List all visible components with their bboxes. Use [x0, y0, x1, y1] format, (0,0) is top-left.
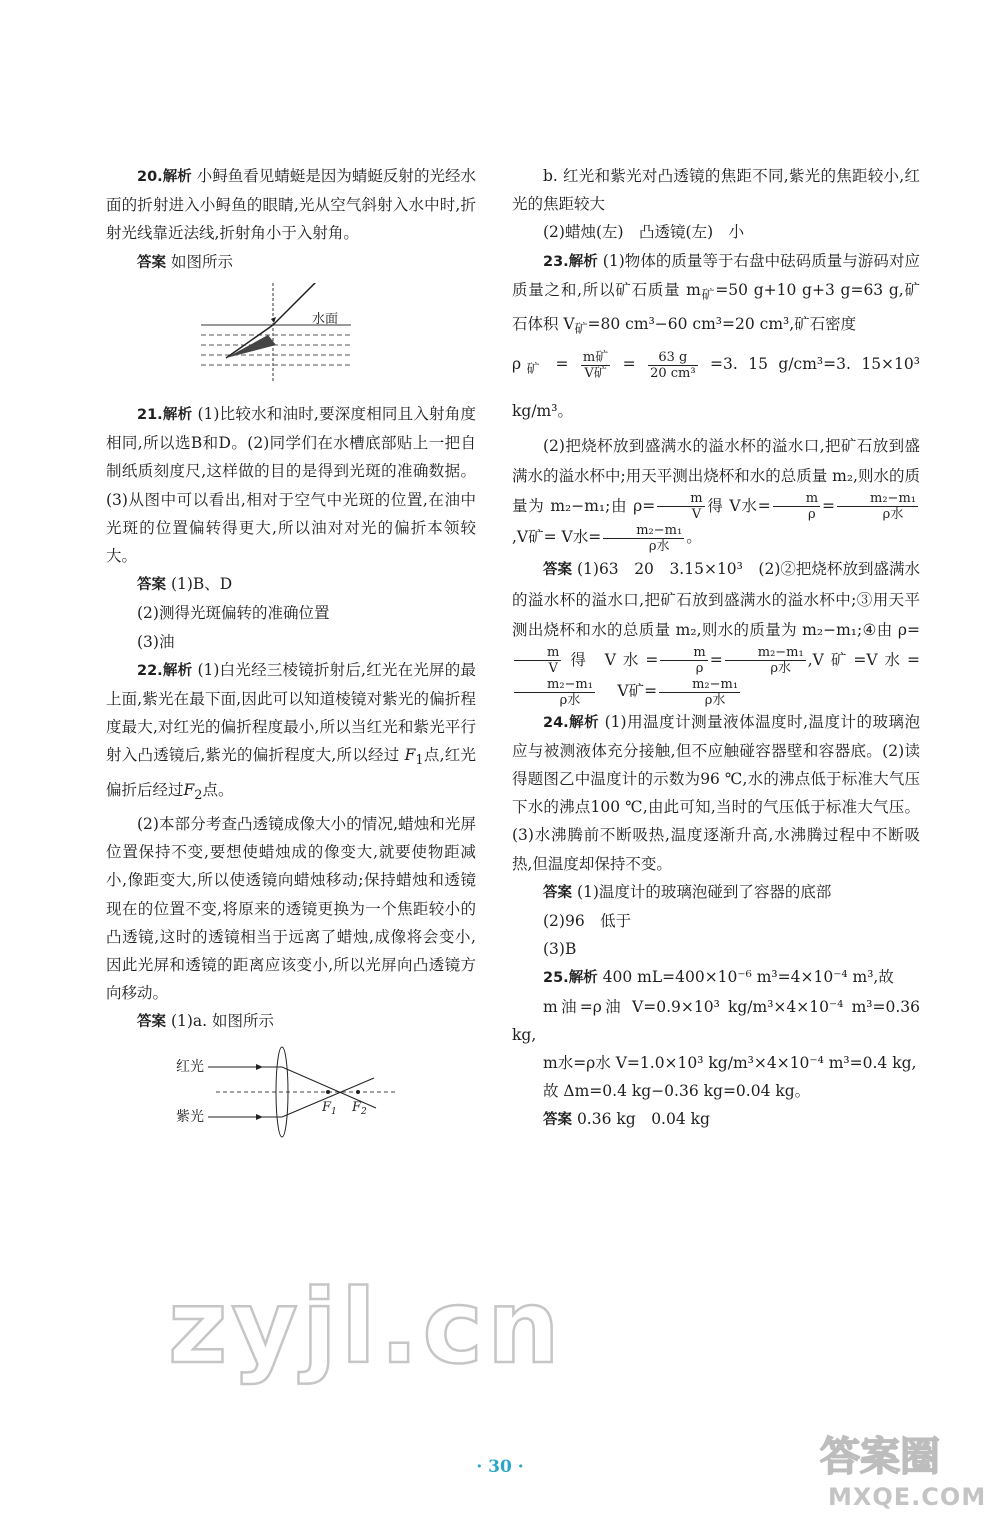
denominator: ρ水 [648, 538, 670, 554]
q23-analysis-part2: (2)把烧杯放到盛满水的溢水杯的溢水口,把矿石放到盛满水的溢水杯中;用天平测出烧杯和水的总质量 m₂,则水的质量为 m₂−m₁;由 ρ= $\frac{m}{V}$ 得 V水= $\frac{m}{\rho}$ = $\frac{\text{m₂−m₁}}{\text{ρ水}}$ ,V矿= V水= $\frac{\text{m₂−m₁}}{\text{ρ水}}$ 。 [512, 436, 920, 554]
analysis-text: (1)比较水和油时,要深度相同且入射角度相同,所以选B和D。(2)同学们在水槽底部贴上一把自制纸质刻度尺,这样做的目的是得到光斑的准确数据。(3)从图中可以看出,相对于空气中光斑的位置,在油中光斑的位置偏转得更大,所以油对对光的偏折本领较大。 [106, 405, 476, 566]
denominator: V [548, 661, 558, 676]
answer-text: ,V矿=V水= [807, 650, 921, 669]
q24-answer [512, 878, 920, 907]
lens-diagram [106, 1043, 476, 1152]
denominator: ρ水 [882, 507, 904, 522]
q22-analysis-part2: (2)本部分考查凸透镜成像大小的情况,蜡烛和光屏位置保持不变,要想使蜡烛成的像变大,就要使物距减小,像距变大,所以使透镜向蜡烛移动;保持蜡烛和透镜现在的位置不变,将原来的透镜更换为一个焦距较小的凸透镜,这时的透镜相当于远离了蜡烛,成像将会变小,因此光屏和透镜的距离应该变小,所以光屏向凸透镜方向移动。 [106, 815, 476, 1003]
purple-light-label: 紫光 [176, 1108, 204, 1125]
denominator: ρ水 [704, 692, 726, 708]
answer-label: 答案 [543, 884, 572, 901]
logo-text: 答案圈 [820, 1434, 940, 1480]
numerator: m [773, 491, 820, 507]
f1-text: F [322, 1099, 332, 1115]
subscript: 矿 [521, 362, 546, 378]
right-column [512, 162, 920, 1135]
numerator: m₂−m₁ [725, 645, 806, 661]
q21-answer [106, 570, 476, 599]
denominator: ρ [695, 661, 704, 676]
question-number: 21. [137, 407, 163, 424]
answer-text: 得 V水= [563, 650, 659, 669]
analysis-text: 400 mL=400×10⁻⁶ m³=4×10⁻⁴ m³,故 [602, 968, 894, 987]
f1-label [321, 1100, 337, 1117]
subscript: 1 [415, 753, 424, 769]
answer-item: (2)测得光斑偏转的准确位置 [137, 604, 330, 623]
rho-symbol: ρ [512, 355, 522, 374]
answer-text: 如图所示 [170, 252, 233, 271]
numerator: m [657, 491, 704, 507]
question-number: 20. [137, 169, 163, 185]
analysis-text: ,V矿= [512, 528, 557, 546]
q23-density-line: $\rho_矿$ = $\frac{\text{m矿}}{\text{V矿}}$ = $\frac{63 g}{\text{20 cm³}}$ =3. 15 g/cm³=3. 15×10³ kg/m³。 [512, 349, 920, 420]
analysis-label: 解析 [568, 970, 598, 987]
q23-analysis [512, 247, 920, 345]
q24-analysis [512, 708, 920, 878]
analysis-line: 故 Δm=0.4 kg−0.36 kg=0.04 kg。 [543, 1082, 811, 1101]
analysis-text: =50 g+10 g+3 g=63 g,矿石体积 V [512, 280, 920, 334]
answer-text: (1)63 20 3.15×10³ (2)②把烧杯放到盛满水的溢水杯的溢水口,把矿石放到盛满水的溢水杯中;③用天平测出烧杯和水的总质量 m₂,则水的质量为 m₂−m₁;④由 [512, 559, 921, 639]
analysis-line: m油=ρ油 V=0.9×10³ kg/m³×4×10⁻⁴ m³=0.36 kg, [512, 997, 920, 1044]
fraction [514, 677, 595, 708]
answer-label: 答案 [543, 1112, 572, 1129]
f1-sub: 1 [331, 1106, 337, 1117]
answer-item: (1)B、D [170, 575, 233, 594]
analysis-text: 点,红光偏折后经过 [106, 746, 476, 799]
fraction [603, 523, 684, 554]
denominator: ρ水 [559, 692, 581, 708]
q20-answer [106, 248, 476, 277]
denominator: V矿 [584, 365, 607, 381]
q22-analysis [106, 656, 476, 810]
focus-f2: F [183, 780, 195, 799]
numerator: m [514, 645, 561, 661]
fraction [773, 491, 820, 522]
f2-sub: 2 [361, 1106, 367, 1117]
density-result: =3. 15 g/cm³=3. 15×10³ kg/m³。 [512, 355, 920, 420]
q22-answer-b: b. 红光和紫光对凸透镜的焦距不同,紫光的焦距较小,红光的焦距较大 [512, 167, 920, 214]
numerator: m矿 [582, 349, 609, 365]
question-number: 23. [543, 253, 569, 270]
answer-label: 答案 [137, 254, 166, 271]
answer-text: (1)a. 如图所示 [170, 1012, 274, 1031]
refraction-figure [106, 283, 476, 383]
refraction-diagram [106, 283, 476, 392]
q23-answer: 答案 (1)63 20 3.15×10³ (2)②把烧杯放到盛满水的溢水杯的溢水口,把矿石放到盛满水的溢水杯中;③用天平测出烧杯和水的总质量 m₂,则水的质量为 m₂−m₁;④由 ρ= $\frac{m}{V}$ 得 V水= $\frac{m}{\rho}$ = $\frac{\text{m₂−m₁}}{\text{ρ水}}$ ,V矿=V水= $\frac{\text{m₂−m₁}}{\text{ρ水}}$ V矿= $\frac{\text{m₂−m₁}}{\text{ρ水}}$ [512, 559, 921, 708]
subscript: 2 [194, 787, 203, 803]
analysis-label: 解析 [568, 253, 598, 270]
analysis-text: 小鲟鱼看见蜻蜓是因为蜻蜓反射的光经水面的折射进入小鲟鱼的眼睛,光从空气斜射入水中时,折射光线靠近法线,折射角小于入射角。 [106, 167, 476, 243]
fraction [660, 645, 707, 676]
subscript: 矿 [574, 322, 588, 338]
analysis-text: (1)用温度计测量液体温度时,温度计的玻璃泡应与被测液体充分接触,但不应触碰容器壁和容器底。(2)读得题图乙中温度计的示数为96 ℃,水的沸点低于标准大气压下水的沸点100 ℃,由此可知,当时的气压低于标准大气压。(3)水沸腾前不断吸热,温度逐渐升高,水沸腾过程中不断吸热,但温度却保持不变。 [512, 712, 920, 873]
site-logo [820, 1425, 990, 1520]
analysis-label: 解析 [162, 169, 192, 185]
fraction [514, 645, 561, 676]
answer-item: (3)油 [137, 632, 175, 651]
analysis-text: (1)物体的质量等于右盘中砝码质量与游码对应质量之和,所以矿石质量 m [512, 251, 920, 299]
answer-text: V矿= [617, 682, 658, 700]
numerator: m₂−m₁ [837, 491, 918, 507]
analysis-text: 点。 [202, 780, 234, 799]
arrow-icon [256, 1064, 263, 1070]
numerator: m₂−m₁ [603, 523, 684, 539]
denominator: V [691, 507, 702, 522]
focus-f1: F [404, 746, 416, 765]
q25-answer [512, 1105, 920, 1134]
q25-analysis [512, 963, 920, 992]
numerator: m₂−m₁ [514, 677, 595, 693]
fraction [659, 677, 740, 708]
fraction [581, 350, 610, 381]
numerator: m [660, 645, 707, 661]
denominator: 20 cm³ [650, 365, 696, 381]
water-surface-label: 水面 [312, 311, 339, 327]
q22-answer-2: (2)蜡烛(左) 凸透镜(左) 小 [543, 223, 745, 242]
red-light-label: 红光 [176, 1058, 204, 1075]
denominator: ρ水 [770, 661, 792, 676]
subscript: 矿 [700, 287, 716, 303]
denominator: ρ [808, 507, 816, 522]
answer-text: 0.36 kg 0.04 kg [576, 1110, 710, 1129]
analysis-label: 解析 [568, 714, 600, 731]
q20-analysis [106, 162, 476, 248]
logo-domain: MXQE.COM [828, 1483, 987, 1511]
answer-item: (1)温度计的玻璃泡碰到了容器的底部 [576, 882, 832, 901]
answer-label: 答案 [137, 577, 166, 594]
fraction [837, 491, 918, 522]
arrow-icon [256, 1114, 263, 1120]
q22-answer [106, 1007, 476, 1036]
focus-point-f1 [326, 1090, 330, 1094]
answer-item: (2)96 低于 [543, 911, 632, 930]
lens-figure [106, 1043, 476, 1143]
question-number: 22. [137, 662, 163, 679]
fraction [657, 491, 704, 522]
q21-analysis [106, 400, 476, 570]
fraction [648, 350, 698, 381]
left-column [106, 162, 476, 1160]
question-number: 25. [543, 970, 569, 987]
analysis-line: m水=ρ水 V=1.0×10³ kg/m³×4×10⁻⁴ m³=0.4 kg, [543, 1053, 917, 1072]
page-number: · 30 · [476, 1457, 524, 1477]
watermark: zyjl.cn [168, 1268, 564, 1387]
focus-point-f2 [356, 1090, 360, 1094]
analysis-text: V水= [561, 528, 602, 546]
analysis-text: 得 V水= [706, 496, 771, 515]
analysis-text: =80 cm³−60 cm³=20 cm³,矿石密度 [587, 315, 857, 334]
answer-label: 答案 [543, 561, 573, 578]
analysis-text: (2)把烧杯放到盛满水的溢水杯的溢水口,把矿石放到盛满水的溢水杯中;用天平测出烧杯和水的总质量 m₂,则水的质量为 m₂−m₁;由 [512, 436, 920, 515]
analysis-text: (1)白光经三棱镜折射后,红光在光屏的最上面,紫光在最下面,因此可以知道棱镜对紫光的偏折程度最大,对红光的偏折程度最小,所以当红光和紫光平行射入凸透镜后,紫光的偏折程度大,所以经过 [106, 660, 476, 765]
answer-item: (3)B [543, 940, 577, 959]
analysis-label: 解析 [162, 407, 193, 424]
f2-text: F [352, 1099, 362, 1115]
analysis-label: 解析 [162, 662, 193, 679]
numerator: 63 g [648, 350, 698, 366]
fraction [725, 645, 806, 676]
answer-label: 答案 [137, 1014, 166, 1031]
numerator: m₂−m₁ [659, 677, 740, 693]
question-number: 24. [543, 714, 569, 731]
